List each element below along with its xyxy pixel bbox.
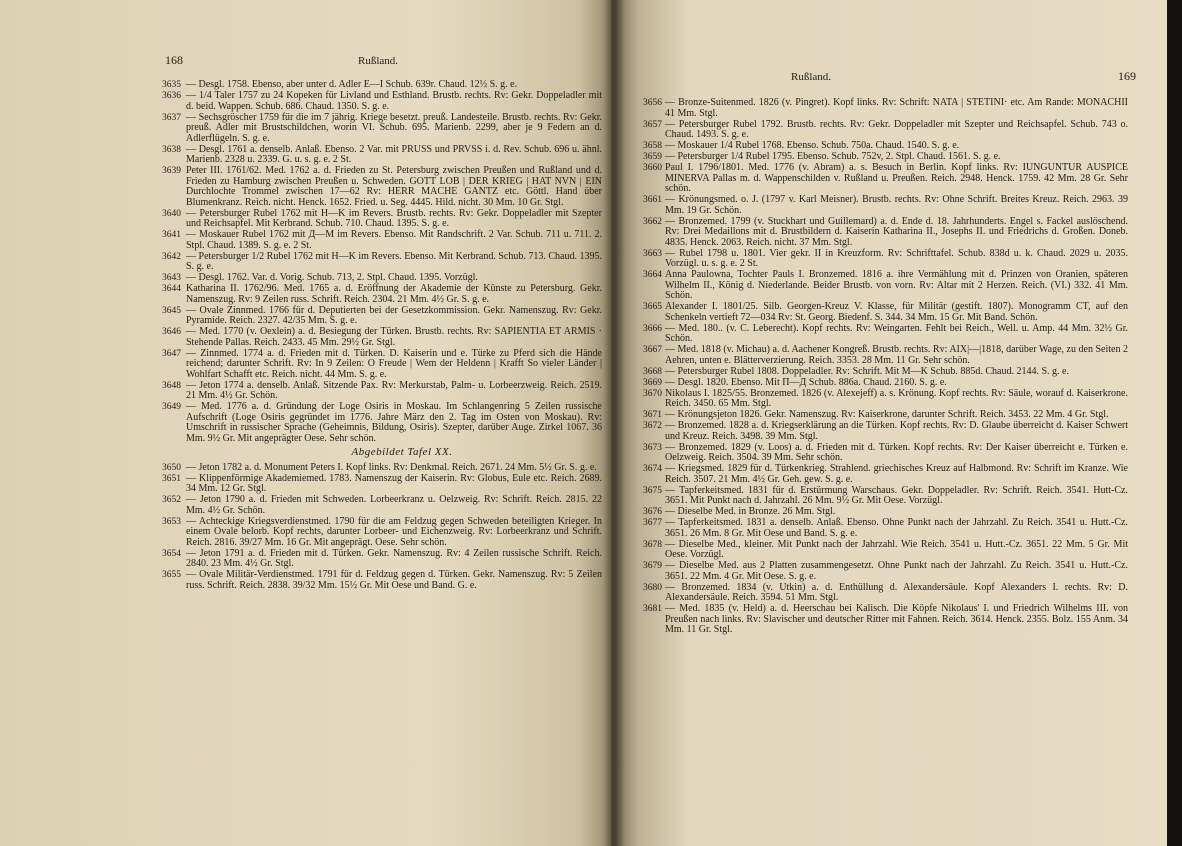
entry-text: — Dieselbe Med. aus 2 Platten zusammengesetzt. Ohne Punkt nach der Jahrzahl. Zu Reich. 3541 u. Hutt.-Cz. 3651. 22 Mm. 4 Gr. Mit Oese. S. g. e. xyxy=(665,560,1128,582)
page-number: 169 xyxy=(1118,69,1136,83)
entry-number: 3636 xyxy=(162,91,181,101)
entry-number: 3644 xyxy=(162,284,181,294)
catalog-entry xyxy=(643,270,1128,302)
entry-number: 3673 xyxy=(643,442,662,453)
catalog-entry xyxy=(162,517,602,549)
catalog-entry xyxy=(162,474,602,495)
running-head: Rußland. xyxy=(791,71,832,83)
entry-text: — Petersburger 1/2 Rubel 1762 mit H—K im Revers. Ebenso. Mit Kerbrand. Schub. 713. Chaud. 1395. S. g. e. xyxy=(186,250,602,272)
catalog-entry xyxy=(643,583,1128,604)
entry-text: — 1/4 Taler 1757 zu 24 Kopeken für Livland und Esthland. Brustb. rechts. Rv: Gekr. Doppeladler mit d. beid. Wappen. Schub. 686. Chaud. 1350. S. g. e. xyxy=(186,90,602,112)
catalog-entry xyxy=(643,163,1128,195)
entry-text: — Desgl. 1762. Var. d. Vorig. Schub. 713, 2. Stpl. Chaud. 1395. Vorzügl. xyxy=(186,272,478,283)
entry-number: 3656 xyxy=(643,98,662,108)
entry-number: 3681 xyxy=(643,604,662,614)
entry-number: 3641 xyxy=(162,230,181,240)
entry-number: 3645 xyxy=(162,305,181,316)
entry-number: 3665 xyxy=(643,302,662,312)
entry-text: — Bronzemed. 1799 (v. Stuckhart und Guillemard) a. d. Ende d. 18. Jahrhunderts. Engel s. Fackel auslöschend. Rv: Drei Medaillons mit d. Brustbildern d. Kaiserin Katharina II., Josephs II. und Friedrichs d. Großen. Doneb. 4835. Henck. 2063. Reich. nicht. 37 Mm. Stgl. xyxy=(665,215,1128,248)
entry-number: 3638 xyxy=(162,144,181,155)
entry-text: — Petersburger Rubel 1762 mit H—K im Revers. Brustb. rechts. Rv: Gekr. Doppeladler mit Szepter und Reichsapfel. Mit Kerbrand. Schub. 710. Chaud. 1395. S. g. e. xyxy=(186,207,602,229)
entry-text: — Rubel 1798 u. 1801. Vier gekr. II in Kreuzform. Rv: Schrifttafel. Schub. 838d u. k. Chaud. 2029 u. 2035. Vorzügl. u. s. g. e. 2 St. xyxy=(665,247,1128,269)
entry-number: 3661 xyxy=(643,195,662,205)
catalog-entry xyxy=(643,195,1128,216)
entry-text: — Bronzemed. 1828 a. d. Kriegserklärung an die Türken. Kopf rechts. Rv: D. Glaube überreicht d. Kaiser Schwert und Kreuz. Reich. 3498. 39 Mm. Stgl. xyxy=(665,420,1128,442)
entry-number: 3666 xyxy=(643,323,662,334)
entry-number: 3657 xyxy=(643,119,662,130)
entry-number: 3652 xyxy=(162,495,181,505)
entry-text: Katharina II. 1762/96. Med. 1765 a. d. Eröffnung der Akademie der Künste zu Petersburg. Gekr. Namenszug. Rv: 9 Zeilen russ. Schrift. Reich. 2304. 21 Mm. 4½ Gr. S. g. e. xyxy=(186,283,602,305)
entry-number: 3655 xyxy=(162,570,181,580)
catalog-entry xyxy=(643,367,1128,378)
entry-text: — Med. 1770 (v. Oexlein) a. d. Besiegung der Türken. Brustb. rechts. Rv: SAPIENTIA ET ARMIS · Stehende Pallas. Reich. 2433. 45 Mm. 29½ Gr. Stgl. xyxy=(186,326,602,348)
entry-text: Peter III. 1761/62. Med. 1762 a. d. Frieden zu St. Petersburg zwischen Preußen und Rußland und d. Frieden zu Hamburg zwischen Preußen u. Schweden. GOTT LOB | DER KRIEG | HAT NVN | EIN Durchlochte Trommel zwischen 17—62 Rv: HERR MACHE GANTZ etc. Göttl. Hand über Blumenkranz. Reich. nicht. Henck. 1652. Fried. u. Seg. 4445. Hild. nicht. 30 Mm. 10 Gr. Stgl. xyxy=(186,165,602,208)
catalog-entry xyxy=(162,252,602,273)
catalog-entry xyxy=(643,345,1128,366)
entry-number: 3659 xyxy=(643,152,662,162)
catalog-entry xyxy=(162,166,602,208)
entry-number: 3640 xyxy=(162,208,181,219)
entry-text: — Med. 180.. (v. C. Leberecht). Kopf rechts. Rv: Weingarten. Fehlt bei Reich., Well. u. Amp. 44 Mm. 32½ Gr. Schön. xyxy=(665,322,1128,344)
entry-text: — Med. 1776 a. d. Gründung der Loge Osiris in Moskau. Im Schlangenring 5 Zeilen russische Aufschrift (Loge Osiris gegründet im 1776. Jahre März den 2. Tag im Osten von Moskau). Rv: Umschrift in russischer Sprache (Geheimnis, Bildung, Osiris). Szepter, darüber Auge. Zirkel 1067. 36 Mm. 9½ Gr. Mit angeprägter Oese. Sehr schön. xyxy=(186,401,602,444)
entry-text: — Ovale Militär-Verdienstmed. 1791 für d. Feldzug gegen d. Türken. Gekr. Namenszug. Rv: 5 Zeilen russ. Schrift. Reich. 2838. 39/32 Mm. 15½ Gr. Mit Oese und Band. G. e. xyxy=(186,569,602,591)
entry-text: — Tapferkeitsmed. 1831 für d. Erstürmung Warschaus. Gekr. Doppeladler. Rv: Schrift. Reich. 3541. Hutt-Cz. 3651. Mit Punkt nach d. Jahrzahl. 26 Mm. 9½ Gr. Mit Oese. Vorzügl. xyxy=(665,484,1128,506)
entry-text: — Desgl. 1758. Ebenso, aber unter d. Adler E—I Schub. 639r. Chaud. 12½ S. g. e. xyxy=(186,79,518,90)
entry-number: 3649 xyxy=(162,402,181,412)
entry-number: 3674 xyxy=(643,464,662,474)
catalog-entry xyxy=(162,145,602,166)
entry-text: — Achteckige Kriegsverdienstmed. 1790 für die am Feldzug gegen Schweden beteiligten Krieger. In einem Ovale belorb. Kopf rechts, darunter Lorbeer- und Eichenzweig. Rv: Lorbeerkranz und Schrift. Reich. 2816. 39/27 Mm. 16 Gr. Mit angeprägt. Oese. Sehr schön. xyxy=(186,515,602,548)
catalog-entry xyxy=(162,570,602,591)
entry-number: 3651 xyxy=(162,473,181,484)
entry-number: 3653 xyxy=(162,516,181,527)
catalog-entry xyxy=(162,284,602,305)
entry-number: 3664 xyxy=(643,270,662,280)
right-page xyxy=(611,0,1167,846)
catalog-entry xyxy=(162,230,602,251)
catalog-entry xyxy=(643,389,1128,410)
catalog-entry xyxy=(162,113,602,145)
entry-number: 3670 xyxy=(643,388,662,399)
entry-text: — Sechsgröscher 1759 für die im 7 jährig. Kriege besetzt. preuß. Landesteile. Brustb. rechts. Rv: Gekr. preuß. Adler mit Brustschildchen, worin VI. Schub. 695. Marienb. 2299, aber je 9 Federn an d. Adlerflügeln. S. g. e. xyxy=(186,111,602,144)
book-gutter xyxy=(603,0,625,846)
entry-text: — Tapferkeitsmed. 1831 a. denselb. Anlaß. Ebenso. Ohne Punkt nach der Jahrzahl. Zu Reich. 3541 u. Hutt.-Cz. 3651. 26 Mm. 8 Gr. Mit Oese und Band. S. g. e. xyxy=(665,517,1128,539)
catalog-entry xyxy=(643,518,1128,539)
entry-text: — Krönungsmed. o. J. (1797 v. Karl Meisner). Brustb. rechts. Rv: Ohne Schrift. Breites Kreuz. Reich. 2963. 39 Mm. 19 Gr. Schön. xyxy=(665,194,1128,216)
entry-text: — Dieselbe Med. in Bronze. 26 Mm. Stgl. xyxy=(665,506,836,517)
entry-number: 3669 xyxy=(643,377,662,388)
catalog-entry xyxy=(162,495,602,516)
entry-text: Paul I. 1796/1801. Med. 1776 (v. Abram) a. s. Besuch in Berlin. Kopf links. Rv: IUNGUNTUR AUSPICE MINERVA Pallas m. d. Wappenschilden v. Rußland u. Preußen. Reich. 2948. Henck. 1759. 42 Mm. 28 Gr. Sehr schön. xyxy=(665,162,1128,194)
entry-list xyxy=(162,80,602,592)
entry-number: 3654 xyxy=(162,548,181,559)
entry-text: — Petersburger 1/4 Rubel 1795. Ebenso. Schub. 752v, 2. Stpl. Chaud. 1561. S. g. e. xyxy=(665,151,1001,162)
catalog-entry xyxy=(162,381,602,402)
entry-text: Nikolaus I. 1825/55. Bronzemed. 1826 (v. Alexejeff) a. s. Krönung. Kopf rechts. Rv: Säule, worauf d. Kaiserkrone. Reich. 3450. 65 Mm. Stgl. xyxy=(665,387,1128,409)
catalog-entry xyxy=(643,217,1128,249)
entry-text: — Med. 1835 (v. Held) a. d. Heerschau bei Kalisch. Die Köpfe Nikolaus' I. und Friedrich Wilhelms III. von Preußen nach links. Rv: Slavischer und deutscher Ritter mit Fahnen. Reich. 3614. Henck. 2355. Bolz. 155 Anm. 34 Mm. 11 Gr. Stgl. xyxy=(665,603,1128,635)
entry-text: — Petersburger Rubel 1792. Brustb. rechts. Rv: Gekr. Doppeladler mit Szepter und Reichsapfel. Schub. 743 o. Chaud. 1493. S. g. e. xyxy=(665,118,1128,140)
entry-text: — Kriegsmed. 1829 für d. Türkenkrieg. Strahlend. griechisches Kreuz auf Halbmond. Rv: Schrift im Kranze. Wie Reich. 3507. 21 Mm. 4½ Gr. Geh. gew. S. g. e. xyxy=(665,463,1128,485)
running-head: Rußland. xyxy=(358,55,399,67)
entry-text: — Klippenförmige Akademiemed. 1783. Namenszug der Kaiserin. Rv: Globus, Eule etc. Reich. 2689. 34 Mm. 12 Gr. Stgl. xyxy=(186,472,602,494)
catalog-entry xyxy=(643,561,1128,582)
catalog-entry xyxy=(643,421,1128,442)
entry-number: 3647 xyxy=(162,348,181,359)
entry-number: 3677 xyxy=(643,518,662,528)
entry-text: — Krönungsjeton 1826. Gekr. Namenszug. Rv: Kaiserkrone, darunter Schrift. Reich. 3453. 22 Mm. 4 Gr. Stgl. xyxy=(665,409,1109,420)
entry-text: — Jeton 1791 a. d. Frieden mit d. Türken. Gekr. Namenszug. Rv: 4 Zeilen russische Schrift. Reich. 2840. 23 Mm. 4½ Gr. Stgl. xyxy=(186,547,602,569)
catalog-entry xyxy=(643,378,1128,389)
entry-number: 3675 xyxy=(643,485,662,496)
catalog-entry xyxy=(643,302,1128,323)
entry-text: — Jeton 1782 a. d. Monument Peters I. Kopf links. Rv: Denkmal. Reich. 2671. 24 Mm. 5½ Gr. S. g. e. xyxy=(186,461,597,473)
entry-number: 3643 xyxy=(162,273,181,283)
catalog-entry xyxy=(643,486,1128,507)
entry-number: 3667 xyxy=(643,345,662,355)
entry-text: — Ovale Zinnmed. 1766 für d. Deputierten bei der Gesetzkommission. Gekr. Namenszug. Rv: Gekr. Pyramide. Reich. 2327. 42/35 Mm. S. g. e. xyxy=(186,304,602,326)
entry-number: 3639 xyxy=(162,166,181,176)
page-number: 168 xyxy=(165,53,183,67)
entry-list xyxy=(643,98,1128,636)
catalog-entry xyxy=(162,349,602,381)
entry-number: 3646 xyxy=(162,327,181,337)
entry-text: Alexander I. 1801/25. Silb. Georgen-Kreuz V. Klasse, für Militär (gestift. 1807). Monogramm CT, auf den Schenkeln vertieft 72—034 Rv: St. Georg. Biedenf. S. 344. 34 Mm. 15 Gr. Mit Band. Schön. xyxy=(665,301,1128,323)
entry-number: 3679 xyxy=(643,561,662,571)
entry-number: 3635 xyxy=(162,80,181,90)
catalog-entry xyxy=(643,540,1128,561)
entry-text: Anna Paulowna, Tochter Pauls I. Bronzemed. 1816 a. ihre Vermählung mit d. Prinzen von Oranien, späteren Wilhelm II., König d. Niederlande. Beider Brustb. von vorn. Rv: Altar mit 2 Herzen. Reich. (VI.) 332. 41 Mm. Schön. xyxy=(665,269,1128,301)
entry-text: — Moskauer Rubel 1762 mit Д—M im Revers. Ebenso. Mit Randschrift. 2 Var. Schub. 711 u. 711. 2. Stpl. Chaud. 1389. S. g. e. 2 St. xyxy=(186,229,602,251)
entry-text: — Bronzemed. 1829 (v. Loos) a. d. Frieden mit d. Türken. Kopf rechts. Rv: Der Kaiser überreicht e. Türken e. Oelzweig. Reich. 3504. 39 Mm. Sehr schön. xyxy=(665,441,1128,463)
entry-number: 3662 xyxy=(643,216,662,227)
entry-text: — Jeton 1790 a. d. Frieden mit Schweden. Lorbeerkranz u. Oelzweig. Rv: Schrift. Reich. 2815. 22 Mm. 4½ Gr. Schön. xyxy=(186,494,602,516)
catalog-entry xyxy=(162,306,602,327)
entry-text: — Bronzemed. 1834 (v. Utkin) a. d. Enthüllung d. Alexandersäule. Kopf Alexanders I. rechts. Rv: D. Alexandersäule. Reich. 3594. 51 Mm. Stgl. xyxy=(665,581,1128,603)
entry-text: — Med. 1818 (v. Michau) a. d. Aachener Kongreß. Brustb. rechts. Rv: AIX|—|1818, darüber Wage, zu den Seiten 2 Aehren, unten e. Blätterverzierung. Reich. 3353. 28 Mm. 11 Gr. Sehr schön. xyxy=(665,344,1128,366)
catalog-entry xyxy=(162,80,602,91)
entry-text: — Desgl. 1820. Ebenso. Mit П—Д Schub. 886a. Chaud. 2160. S. g. e. xyxy=(665,376,947,388)
plate-caption: Abgebildet Tafel XX. xyxy=(351,446,453,458)
entry-text: — Bronze-Suitenmed. 1826 (v. Pingret). Kopf links. Rv: Schrift: NATA | STETINI· etc. Am Rande: MONACHII 41 Mm. Stgl. xyxy=(665,97,1128,119)
entry-number: 3672 xyxy=(643,421,662,431)
entry-number: 3637 xyxy=(162,112,181,123)
catalog-entry xyxy=(643,443,1128,464)
entry-number: 3650 xyxy=(162,462,181,473)
entry-number: 3671 xyxy=(643,410,662,420)
catalog-entry xyxy=(643,324,1128,345)
entry-text: — Desgl. 1761 a. denselb. Anlaß. Ebenso. 2 Var. mit PRUSS und PRVSS i. d. Rev. Schub. 696 u. ähnl. Marienb. 2328 u. 2339. G. u. s. g. e. 2 St. xyxy=(186,143,602,165)
catalog-entry xyxy=(162,463,602,474)
catalog-entry xyxy=(643,152,1128,163)
catalog-entry xyxy=(162,273,602,284)
catalog-entry xyxy=(643,141,1128,152)
entry-text: — Zinnmed. 1774 a. d. Frieden mit d. Türken. D. Kaiserin und e. Türke zu Pferd sich die Hände reichend; darunter Schrift. Rv: In 9 Zeilen: O Freude | Wem der Heldenn | Krafft So vieler Länder | Wohlfart Schafft etc. Reich. nicht. 44 Mm. S. g. e. xyxy=(186,347,602,380)
entry-text: — Dieselbe Med., kleiner. Mit Punkt nach der Jahrzahl. Wie Reich. 3541 u. Hutt.-Cz. 3651. 22 Mm. 5 Gr. Mit Oese. Vorzügl. xyxy=(665,538,1128,560)
catalog-entry xyxy=(162,209,602,230)
catalog-entry xyxy=(162,549,602,570)
catalog-entry xyxy=(643,249,1128,270)
entry-text: — Petersburger Rubel 1808. Doppeladler. Rv: Schrift. Mit M—K Schub. 885d. Chaud. 2144. S. g. e. xyxy=(665,365,1069,377)
entry-number: 3663 xyxy=(643,248,662,259)
catalog-entry xyxy=(643,410,1128,421)
catalog-entry xyxy=(162,327,602,348)
entry-number: 3680 xyxy=(643,582,662,593)
catalog-entry xyxy=(162,91,602,112)
entry-text: — Jeton 1774 a. denselb. Anlaß. Sitzende Pax. Rv: Merkurstab, Palm- u. Lorbeerzweig. Reich. 2519. 21 Mm. 4½ Gr. Schön. xyxy=(186,379,602,401)
catalog-entry xyxy=(643,120,1128,141)
catalog-entry xyxy=(643,604,1128,636)
catalog-entry xyxy=(162,402,602,444)
entry-number: 3678 xyxy=(643,539,662,550)
entry-number: 3658 xyxy=(643,141,662,151)
entry-number: 3676 xyxy=(643,507,662,517)
entry-number: 3660 xyxy=(643,163,662,173)
catalog-entry xyxy=(643,464,1128,485)
catalog-entry xyxy=(643,507,1128,518)
entry-number: 3642 xyxy=(162,251,181,262)
catalog-entry xyxy=(643,98,1128,119)
entry-text: — Moskauer 1/4 Rubel 1768. Ebenso. Schub. 750a. Chaud. 1540. S. g. e. xyxy=(665,140,960,151)
entry-number: 3648 xyxy=(162,380,181,391)
entry-number: 3668 xyxy=(643,366,662,377)
